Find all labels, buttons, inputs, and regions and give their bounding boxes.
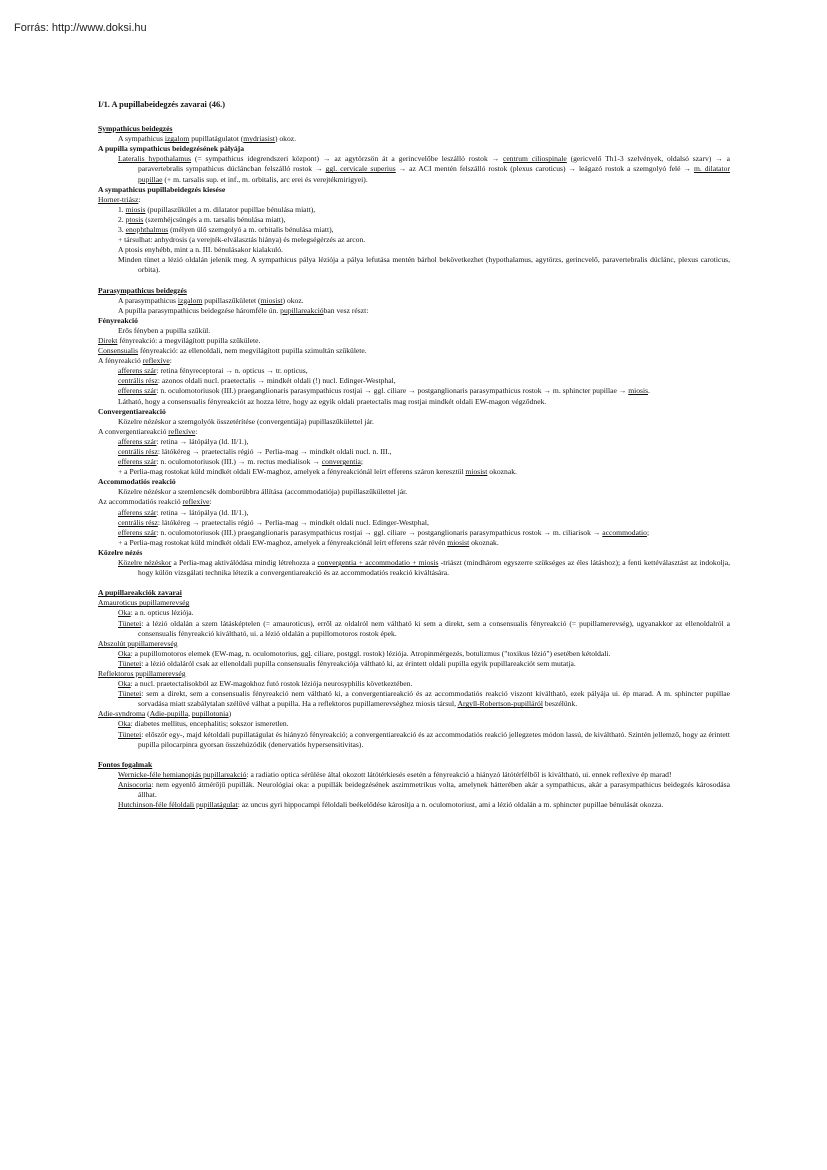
subsection-heading: A pupilla sympathicus beidegzésének pályája bbox=[98, 144, 244, 154]
text-line: efferens szár: n. oculomotoriusok (III.) praeganglionaris parasympathicus rostjai → ggl. ciliare → postganglionaris parasympathicus rostok → m. ciliarisok → accommodatio; bbox=[118, 527, 650, 537]
text-line: Látható, hogy a consensualis fényreakciót az hozza létre, hogy az egyik oldali praetectalis mag rostjai mindkét oldali EW-magon végződnek. bbox=[118, 396, 547, 406]
document-page bbox=[98, 100, 730, 810]
text-line: + a Perlia-mag rostokat küld mindkét oldali EW-maghoz, amelyek a fényreakciónál leírt efferens szár révén miosist okoznak. bbox=[118, 537, 499, 547]
document-body bbox=[98, 124, 730, 810]
text-line: 3. enophthalmus (mélyen ülő szemgolyó a m. orbitalis bénulása miatt), bbox=[118, 225, 334, 235]
text-line: Direkt fényreakció: a megvilágított pupilla szűkülete. bbox=[98, 335, 261, 345]
text-line: 1. miosis (pupillaszűkület a m. dilatator pupillae bénulása miatt), bbox=[118, 204, 316, 214]
text-line: Tünetei: a lézió oldalán a szem látásképtelen (= amauroticus), erről az oldalról nem váltható ki sem a direkt, sem a consensualis fényreakció (= pupillamerevség), ugyanakkor az ellenoldalról a consensualis fényreakció kiváltható, ui. a lézió oldalán a pupillomotoros rostok épek. bbox=[118, 618, 730, 638]
text-line: Abszolút pupillamerevség bbox=[98, 638, 178, 648]
spacer bbox=[98, 578, 730, 588]
subsection-heading: Convergentiareakció bbox=[98, 406, 166, 416]
text-line: Tünetei: a lézió oldaláról csak az ellenoldali pupilla consensualis fényreakciója váltható ki, az érintett oldali pupilla egyik pupillareakciót sem mutatja. bbox=[118, 658, 576, 668]
text-line: Az accommodatiós reakció reflexíve: bbox=[98, 497, 212, 507]
text-line: A pupilla parasympathicus beidegzése háromféle ún. pupillareakcióban vesz részt: bbox=[118, 305, 369, 315]
text-line: efferens szár: n. oculomotoriusok (III.) praeganglionaris parasympathicus rostjai → ggl. ciliare → postganglionaris parasympathicus rostok → m. sphincter pupillae → miosis. bbox=[118, 386, 650, 396]
text-line: Oka: a n. opticus léziója. bbox=[118, 608, 194, 618]
subsection-heading: Accommodatiós reakció bbox=[98, 477, 176, 487]
text-line: + társulhat: anhydrosis (a verejték-elválasztás hiánya) és melegségérzés az arcon. bbox=[118, 235, 366, 245]
text-line: Hutchinson-féle féloldali pupillatágulat: az uncus gyri hippocampi féloldali beékelődése károsítja a n. oculomotoriust, ami a lézió oldalán a m. sphincter pupillae bénulását okozza. bbox=[118, 800, 664, 810]
text-line: Adie-syndroma (Adie-pupilla, pupillotonia) bbox=[98, 709, 232, 719]
page-title: I/1. A pupillabeidegzés zavarai (46.) bbox=[98, 100, 226, 109]
text-line: A parasympathicus izgalom pupillaszűkületet (miosist) okoz. bbox=[118, 295, 304, 305]
text-line: Horner-triász: bbox=[98, 194, 141, 204]
text-line: Amauroticus pupillamerevség bbox=[98, 598, 190, 608]
text-line: Közelre nézéskor a Perlia-mag aktiválódása mindig létrehozza a convergentia + accommodatio + miosis -triászt (mindhárom egyszerre szükséges az éles látáshoz); a fenti kettéválasztást az indokolja, hogy külön vizsgálati technika létezik a convergentiareakció és az accommodatiós reakció kiváltására. bbox=[118, 558, 731, 578]
text-line: Minden tünet a lézió oldalán jelenik meg. A sympathicus pálya léziója a pálya lefutása mentén bárhol bekövetkezhet (hypothalamus, agytörzs, gerincvelő, paravertebralis dúclánc, plexus caroticus, orbita). bbox=[118, 255, 730, 275]
text-line: Wernicke-féle hemianopiás pupillareakció: a radiatio optica sérülése által okozott látótérkiesés esetén a fényreakció a hiányzó látótérfélből is kiváltható, ui. ennek reflexíve ép marad! bbox=[118, 769, 672, 779]
section-heading: Parasympathicus beidegzés bbox=[98, 285, 187, 295]
text-line: 2. ptosis (szemhéjcsüngés a m. tarsalis bénulása miatt), bbox=[118, 214, 286, 224]
text-line: centrális rész: azonos oldali nucl. praetectalis → mindkét oldali (!) nucl. Edinger-Westphal, bbox=[118, 376, 396, 386]
text-line: Erős fényben a pupilla szűkül. bbox=[118, 325, 211, 335]
text-line: Közelre nézéskor a szemgolyók összetérítése (convergentiája) pupillaszűkülettel jár. bbox=[118, 416, 374, 426]
text-line: Oka: a nucl. praetectalisokból az EW-magokhoz futó rostok léziója neurosyphilis következtében. bbox=[118, 679, 413, 689]
text-line: centrális rész: látókéreg → praetectalis régió → Perlia-mag → mindkét oldali nucl. Edinger-Westphal, bbox=[118, 517, 429, 527]
text-line: Oka: diabetes mellitus, encephalitis; sokszor ismeretlen. bbox=[118, 719, 289, 729]
text-line: Oka: a pupillomotoros elemek (EW-mag, n. oculomotorius, ggl. ciliare, postggl. rostok) léziója. Atropinmérgezés, botulizmus ("toxikus lézió") esetében kétoldali. bbox=[118, 648, 611, 658]
text-line: afferens szár: retina → látópálya (ld. II/1.), bbox=[118, 507, 249, 517]
subsection-heading: Fényreakció bbox=[98, 315, 138, 325]
text-line: Reflektoros pupillamerevség bbox=[98, 668, 186, 678]
text-line: afferens szár: retina → látópálya (ld. II/1.), bbox=[118, 436, 249, 446]
text-line: Közelre nézéskor a szemlencsék domborúbbra állítása (accommodatiója) pupillaszűkülettel jár. bbox=[118, 487, 408, 497]
text-line: A sympathicus izgalom pupillatágulatot (mydriasist) okoz. bbox=[118, 134, 297, 144]
spacer bbox=[98, 276, 730, 286]
text-line: A ptosis enyhébb, mint a n. III. bénulásakor kialakuló. bbox=[118, 245, 283, 255]
spacer bbox=[98, 750, 730, 760]
text-line: + a Perlia-mag rostokat küld mindkét oldali EW-maghoz, amelyek a fényreakciónál leírt efferens száron keresztül miosist okoznak. bbox=[118, 467, 517, 477]
text-line: Consensualis fényreakció: az ellenoldali, nem megvilágított pupilla szimultán szűkülete. bbox=[98, 346, 367, 356]
text-line: Lateralis hypothalamus (= sympathicus idegrendszeri központ) → az agytörzsön át a gerincvelőbe leszálló rostok → centrum ciliospinale (gericvelő Th1-3 szelvények, oldalsó szarv) → a paravertebralis sympathicus dúcláncban felszálló rostok → ggl. cervicale superius → az ACI mentén felszálló rostok (plexus caroticus) → leágazó rostok a szemgolyó felé → m. dilatator pupillae (+ m. tarsalis sup. et inf., m. orbitalis, arc erei és verejtékmirigyei). bbox=[118, 154, 730, 184]
subsection-heading: A sympathicus pupillabeidegzés kiesése bbox=[98, 184, 226, 194]
source-label: Forrás: http://www.doksi.hu bbox=[14, 22, 147, 34]
text-line: Tünetei: sem a direkt, sem a consensualis fényreakció nem váltható ki, a convergentiareakció és az accommodatiós reakció viszont kiváltható, ezek pályája ui. ép marad. A m. sphincter pupillae sorvadása miatt szabálytalan szélűvé válhat a pupilla. Ha a reflektoros pupillamerevséghez miosis társul, Argyll-Robertson-pupilláról beszélünk. bbox=[118, 689, 730, 709]
text-line: centrális rész: látókéreg → praetectalis régió → Perlia-mag → mindkét oldali nucl. n. III., bbox=[118, 447, 392, 456]
text-line: A fényreakció reflexíve: bbox=[98, 356, 172, 366]
text-line: efferens szár: n. oculomotoriusok (III.) → m. rectus medialisok → convergentia; bbox=[118, 457, 363, 467]
text-line: Anisocoria: nem egyenlő átmérőjű pupillák. Neurológiai oka: a pupillák beidegzésének aszimmetrikus volta, amelynek hátterében akár a sympathicus, akár a parasympathicus beidegzés károsodása állhat. bbox=[118, 779, 730, 799]
text-line: afferens szár: retina fényreceptorai → n. opticus → tr. opticus, bbox=[118, 366, 308, 376]
section-heading: Fontos fogalmak bbox=[98, 759, 153, 769]
subsection-heading: Közelre nézés bbox=[98, 547, 143, 557]
text-line: Tünetei: először egy-, majd kétoldali pupillatágulat és hiányzó fényreakció; a convergentiareakció és az accommodatiós reakció jellegzetes módon lassú, de kiváltható. Szintén jellemző, hogy az érintett pupilla pilocarpinra gyorsan összehúzódik (denervatiós hypersensitivitas). bbox=[118, 729, 730, 749]
section-heading: Sympathicus beidegzés bbox=[98, 124, 173, 134]
section-heading: A pupillareakciók zavarai bbox=[98, 588, 182, 598]
text-line: A convergentiareakció reflexíve: bbox=[98, 426, 198, 436]
